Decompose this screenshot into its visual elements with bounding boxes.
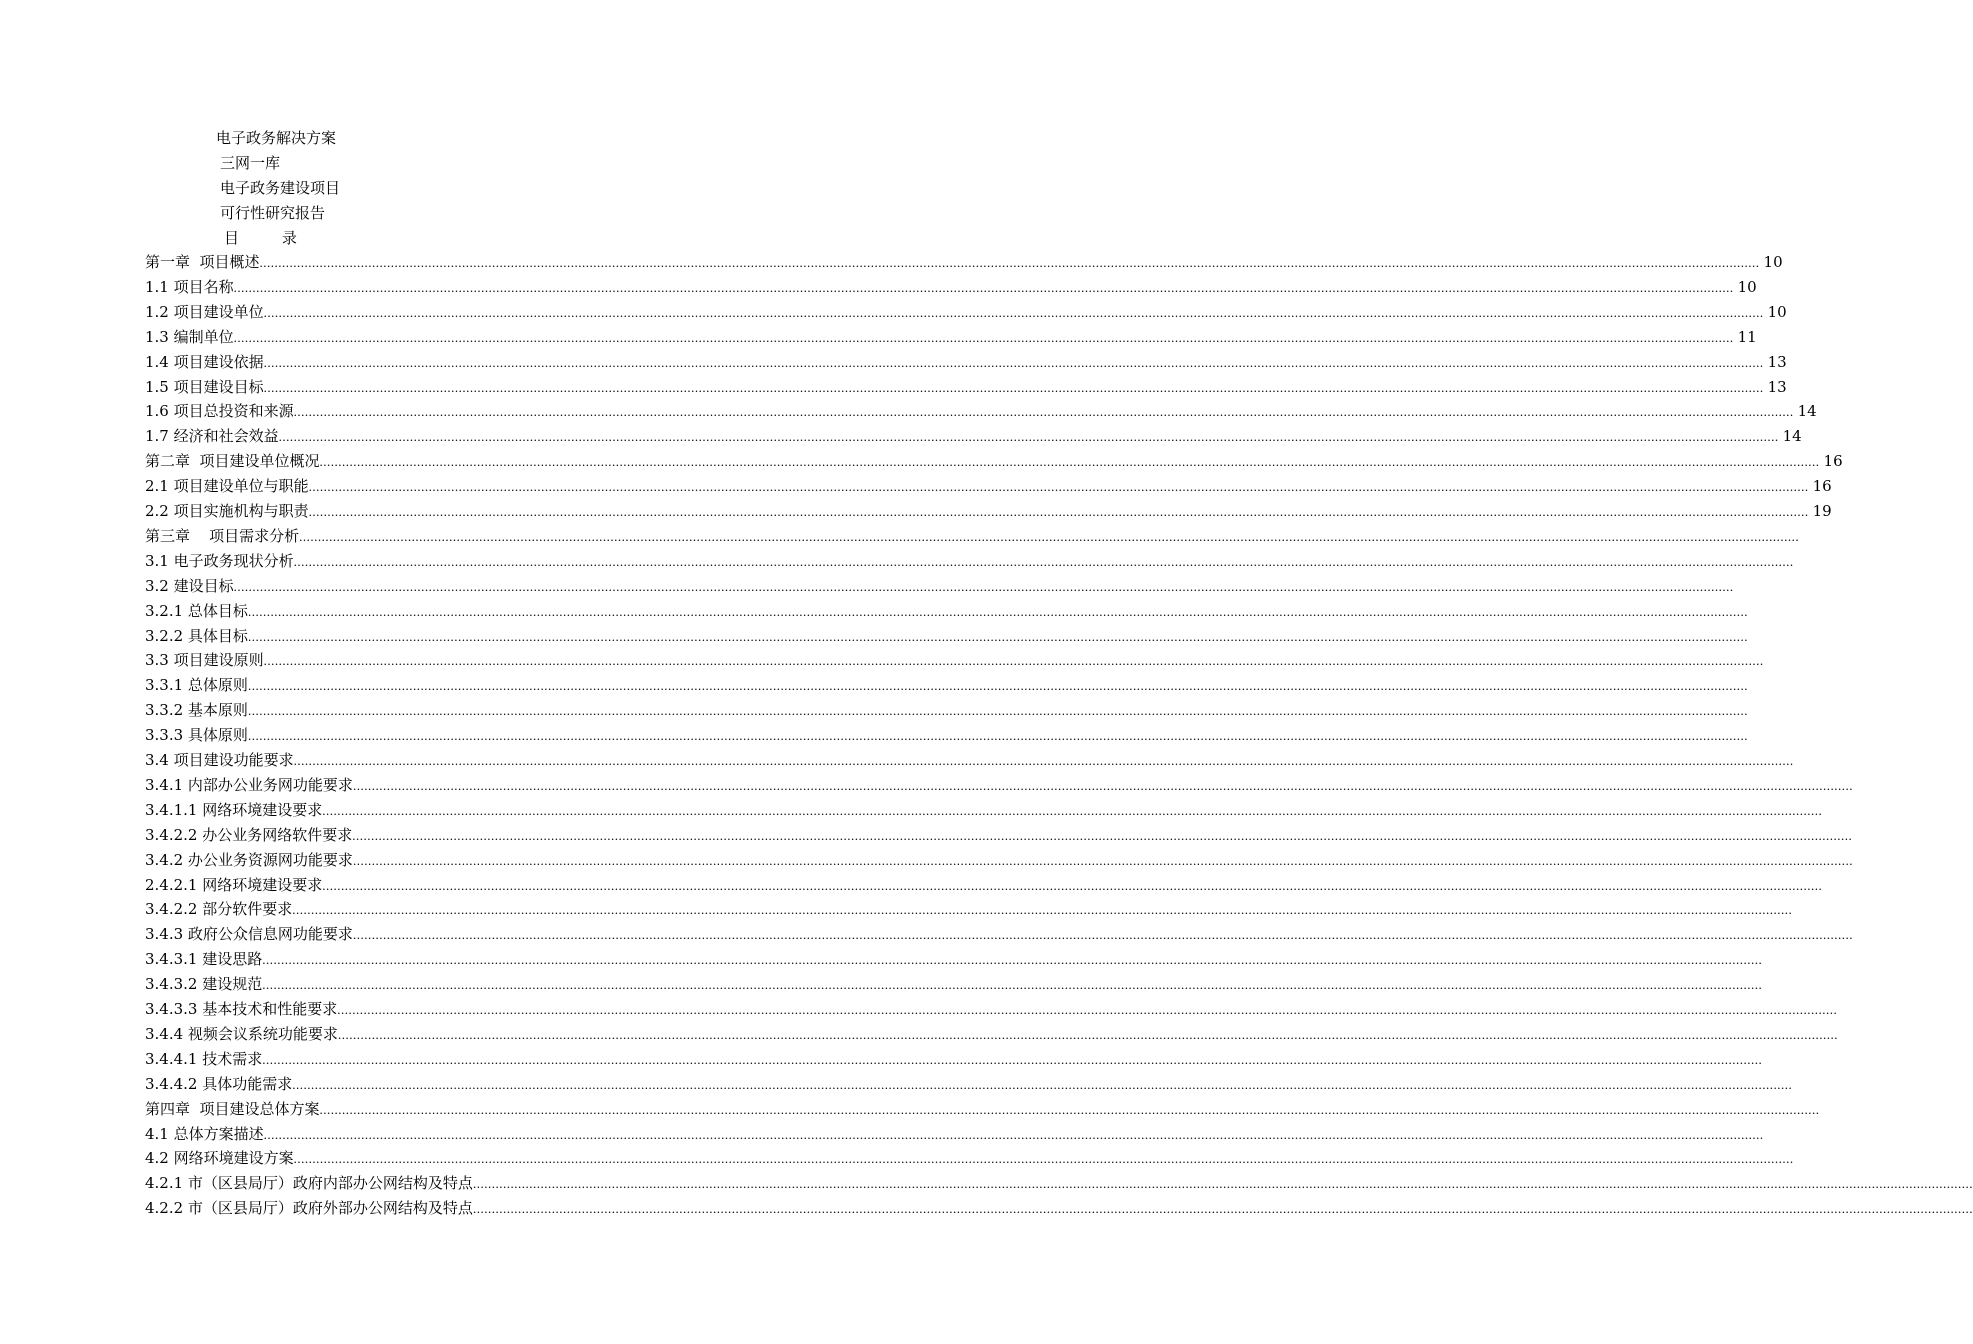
toc-page-number: 14	[1782, 427, 1802, 446]
toc-dot-leader: ................................................................................................................................................................................................................................................................................................................................................................................................................	[263, 379, 1764, 395]
toc-dot-leader: ................................................................................................................................................................................................................................................................................................................................................................................................................	[352, 852, 1853, 868]
toc-entry[interactable]	[145, 277, 1757, 297]
toc-entry-title: 3.4.1 内部办公业务网功能要求	[145, 775, 353, 794]
toc-entry-title: 3.4.2 办公业务资源网功能要求	[145, 850, 353, 869]
toc-entry-title: 3.4.4.2 具体功能需求	[145, 1074, 293, 1093]
toc-entry-title: 3.4.3.3 基本技术和性能要求	[145, 1000, 338, 1018]
toc-dot-leader: ................................................................................................................................................................................................................................................................................................................................................................................................................	[263, 1126, 1764, 1142]
toc-entry-title: 4.2.2 市（区县局厅）政府外部办公网结构及特点	[145, 1199, 473, 1218]
toc-entry-title: 3.4.3.2 建设规范	[145, 975, 263, 994]
toc-entry-title: 4.2 网络环境建设方案	[145, 1149, 294, 1168]
toc-entry[interactable]	[145, 775, 1853, 795]
toc-entry-title: 1.5 项目建设目标	[145, 377, 264, 396]
toc-entry[interactable]	[145, 700, 1748, 720]
doc-title-line-2: 三网一库	[220, 154, 281, 172]
toc-entry[interactable]	[145, 750, 1794, 770]
toc-dot-leader: ................................................................................................................................................................................................................................................................................................................................................................................................................	[337, 1026, 1838, 1042]
toc-entry-title: 3.4.4 视频会议系统功能要求	[145, 1024, 338, 1043]
toc-dot-leader: ................................................................................................................................................................................................................................................................................................................................................................................................................	[337, 1002, 1838, 1017]
toc-entry[interactable]	[145, 899, 1793, 919]
toc-dot-leader: ................................................................................................................................................................................................................................................................................................................................................................................................................	[293, 753, 1794, 768]
toc-dot-leader: ................................................................................................................................................................................................................................................................................................................................................................................................................	[322, 802, 1823, 818]
toc-dot-leader: ................................................................................................................................................................................................................................................................................................................................................................................................................	[233, 578, 1734, 594]
toc-entry[interactable]	[145, 725, 1748, 745]
toc-entry-title: 3.4 项目建设功能要求	[145, 751, 294, 769]
toc-dot-leader: ................................................................................................................................................................................................................................................................................................................................................................................................................	[472, 1176, 1973, 1192]
toc-entry[interactable]	[145, 875, 1823, 895]
toc-dot-leader: ................................................................................................................................................................................................................................................................................................................................................................................................................	[352, 927, 1853, 943]
toc-dot-leader: ................................................................................................................................................................................................................................................................................................................................................................................................................	[293, 404, 1794, 420]
toc-entry[interactable]	[145, 302, 1787, 322]
toc-dot-leader: ................................................................................................................................................................................................................................................................................................................................................................................................................	[299, 528, 1800, 544]
toc-entry[interactable]	[145, 551, 1794, 571]
toc-entry-title: 第一章 项目概述	[145, 253, 260, 271]
toc-dot-leader: ................................................................................................................................................................................................................................................................................................................................................................................................................	[263, 354, 1764, 370]
doc-title-line-4: 可行性研究报告	[220, 204, 326, 222]
doc-title-line-1: 电子政务解决方案	[216, 129, 337, 147]
toc-dot-leader: ................................................................................................................................................................................................................................................................................................................................................................................................................	[319, 1101, 1820, 1117]
toc-entry[interactable]	[145, 1124, 1764, 1144]
toc-entry[interactable]	[145, 974, 1763, 994]
toc-entry-title: 1.1 项目名称	[145, 277, 234, 296]
toc-entry-title: 3.4.3 政府公众信息网功能要求	[145, 925, 353, 944]
toc-entry[interactable]	[145, 1173, 1973, 1193]
toc-page-number: 19	[1812, 502, 1832, 520]
toc-dot-leader: ................................................................................................................................................................................................................................................................................................................................................................................................................	[233, 279, 1734, 295]
toc-dot-leader: ................................................................................................................................................................................................................................................................................................................................................................................................................	[263, 304, 1764, 320]
toc-dot-leader: ................................................................................................................................................................................................................................................................................................................................................................................................................	[352, 777, 1853, 793]
toc-entry-title: 3.4.2.2 部分软件要求	[145, 900, 293, 919]
toc-entry[interactable]	[145, 501, 1832, 521]
toc-entry[interactable]	[145, 476, 1832, 496]
toc-entry-title: 2.2 项目实施机构与职责	[145, 502, 309, 520]
toc-entry[interactable]	[145, 352, 1787, 372]
toc-entry[interactable]	[145, 949, 1763, 969]
toc-entry[interactable]	[145, 1148, 1794, 1168]
toc-entry[interactable]	[145, 626, 1748, 646]
toc-entry-title: 3.2 建设目标	[145, 576, 234, 595]
toc-entry-title: 1.2 项目建设单位	[145, 302, 264, 321]
toc-entry-title: 4.1 总体方案描述	[145, 1124, 264, 1143]
toc-page-number: 11	[1737, 327, 1757, 346]
toc-entry-title: 3.2.1 总体目标	[145, 601, 248, 620]
toc-entry-title: 3.4.4.1 技术需求	[145, 1049, 263, 1068]
toc-entry-title: 第四章 项目建设总体方案	[145, 1099, 320, 1118]
toc-entry[interactable]	[145, 825, 1853, 845]
toc-entry[interactable]	[145, 377, 1787, 397]
toc-page-number: 16	[1812, 477, 1832, 496]
toc-entry-title: 3.4.1.1 网络环境建设要求	[145, 800, 323, 819]
toc-dot-leader: ................................................................................................................................................................................................................................................................................................................................................................................................................	[262, 1051, 1763, 1067]
toc-dot-leader: ................................................................................................................................................................................................................................................................................................................................................................................................................	[247, 603, 1748, 619]
toc-page-number: 14	[1797, 402, 1817, 421]
toc-entry[interactable]	[145, 1074, 1793, 1094]
toc-entry[interactable]	[145, 252, 1783, 272]
toc-entry[interactable]	[145, 924, 1853, 944]
toc-entry[interactable]	[145, 800, 1823, 820]
toc-entry[interactable]	[145, 1049, 1763, 1069]
toc-dot-leader: ................................................................................................................................................................................................................................................................................................................................................................................................................	[247, 628, 1748, 644]
toc-entry-title: 1.3 编制单位	[145, 327, 234, 346]
toc-dot-leader: ................................................................................................................................................................................................................................................................................................................................................................................................................	[233, 329, 1734, 345]
toc-page-number: 10	[1767, 302, 1787, 321]
toc-dot-leader: ................................................................................................................................................................................................................................................................................................................................................................................................................	[308, 504, 1809, 519]
toc-entry[interactable]	[145, 426, 1802, 446]
toc-entry[interactable]	[145, 850, 1853, 870]
toc-dot-leader: ................................................................................................................................................................................................................................................................................................................................................................................................................	[322, 877, 1823, 893]
toc-entry-title: 3.2.2 具体目标	[145, 626, 248, 645]
toc-dot-leader: ................................................................................................................................................................................................................................................................................................................................................................................................................	[247, 678, 1748, 694]
toc-page-number: 13	[1767, 377, 1787, 396]
toc-entry[interactable]	[145, 401, 1817, 421]
toc-dot-leader: ................................................................................................................................................................................................................................................................................................................................................................................................................	[352, 827, 1853, 843]
toc-dot-leader: ................................................................................................................................................................................................................................................................................................................................................................................................................	[278, 429, 1779, 445]
toc-dot-leader: ................................................................................................................................................................................................................................................................................................................................................................................................................	[292, 902, 1793, 918]
toc-dot-leader: ................................................................................................................................................................................................................................................................................................................................................................................................................	[247, 703, 1748, 719]
toc-entry-title: 3.3 项目建设原则	[145, 651, 264, 670]
toc-dot-leader: ................................................................................................................................................................................................................................................................................................................................................................................................................	[247, 728, 1748, 744]
toc-entry-title: 3.3.1 总体原则	[145, 676, 248, 695]
toc-entry-title: 1.6 项目总投资和来源	[145, 402, 294, 421]
toc-dot-leader: ................................................................................................................................................................................................................................................................................................................................................................................................................	[262, 977, 1763, 993]
toc-entry[interactable]	[145, 1099, 1820, 1119]
toc-entry-title: 3.1 电子政务现状分析	[145, 551, 294, 570]
toc-entry[interactable]	[145, 601, 1748, 621]
toc-entry[interactable]	[145, 526, 1800, 546]
toc-entry-title: 2.1 项目建设单位与职能	[145, 477, 309, 496]
toc-entry-title: 第二章 项目建设单位概况	[145, 452, 320, 471]
toc-entry-title: 3.4.2.2 办公业务网络软件要求	[145, 825, 353, 844]
toc-dot-leader: ................................................................................................................................................................................................................................................................................................................................................................................................................	[308, 479, 1809, 495]
toc-entry[interactable]	[145, 1198, 1973, 1218]
toc-entry-title: 3.4.3.1 建设思路	[145, 950, 263, 969]
toc-entry-title: 4.2.1 市（区县局厅）政府内部办公网结构及特点	[145, 1174, 473, 1193]
toc-page-number: 10	[1763, 253, 1783, 271]
toc-dot-leader: ................................................................................................................................................................................................................................................................................................................................................................................................................	[292, 1076, 1793, 1092]
toc-heading: 目 录	[224, 229, 297, 247]
toc-entry[interactable]	[145, 327, 1757, 347]
toc-entry[interactable]	[145, 1024, 1838, 1044]
toc-dot-leader: ................................................................................................................................................................................................................................................................................................................................................................................................................	[259, 255, 1760, 270]
toc-page-number: 16	[1823, 452, 1843, 471]
toc-entry[interactable]	[145, 576, 1734, 596]
toc-entry[interactable]	[145, 451, 1843, 471]
toc-entry-title: 3.3.3 具体原则	[145, 726, 248, 745]
toc-entry[interactable]	[145, 650, 1764, 670]
toc-dot-leader: ................................................................................................................................................................................................................................................................................................................................................................................................................	[262, 952, 1763, 968]
toc-entry-title: 1.4 项目建设依据	[145, 352, 264, 371]
toc-entry-title: 3.3.2 基本原则	[145, 701, 248, 720]
toc-page-number: 10	[1737, 277, 1757, 296]
toc-entry-title: 第三章 项目需求分析	[145, 526, 300, 545]
toc-dot-leader: ................................................................................................................................................................................................................................................................................................................................................................................................................	[263, 653, 1764, 669]
toc-dot-leader: ................................................................................................................................................................................................................................................................................................................................................................................................................	[319, 454, 1820, 470]
toc-entry[interactable]	[145, 675, 1748, 695]
toc-entry-title: 2.4.2.1 网络环境建设要求	[145, 875, 323, 894]
toc-entry[interactable]	[145, 999, 1838, 1019]
toc-entry-title: 1.7 经济和社会效益	[145, 427, 279, 446]
toc-dot-leader: ................................................................................................................................................................................................................................................................................................................................................................................................................	[293, 553, 1794, 569]
toc-dot-leader: ................................................................................................................................................................................................................................................................................................................................................................................................................	[293, 1151, 1794, 1167]
toc-page-number: 13	[1767, 352, 1787, 371]
toc-dot-leader: ................................................................................................................................................................................................................................................................................................................................................................................................................	[472, 1201, 1973, 1217]
doc-title-line-3: 电子政务建设项目	[220, 179, 341, 197]
